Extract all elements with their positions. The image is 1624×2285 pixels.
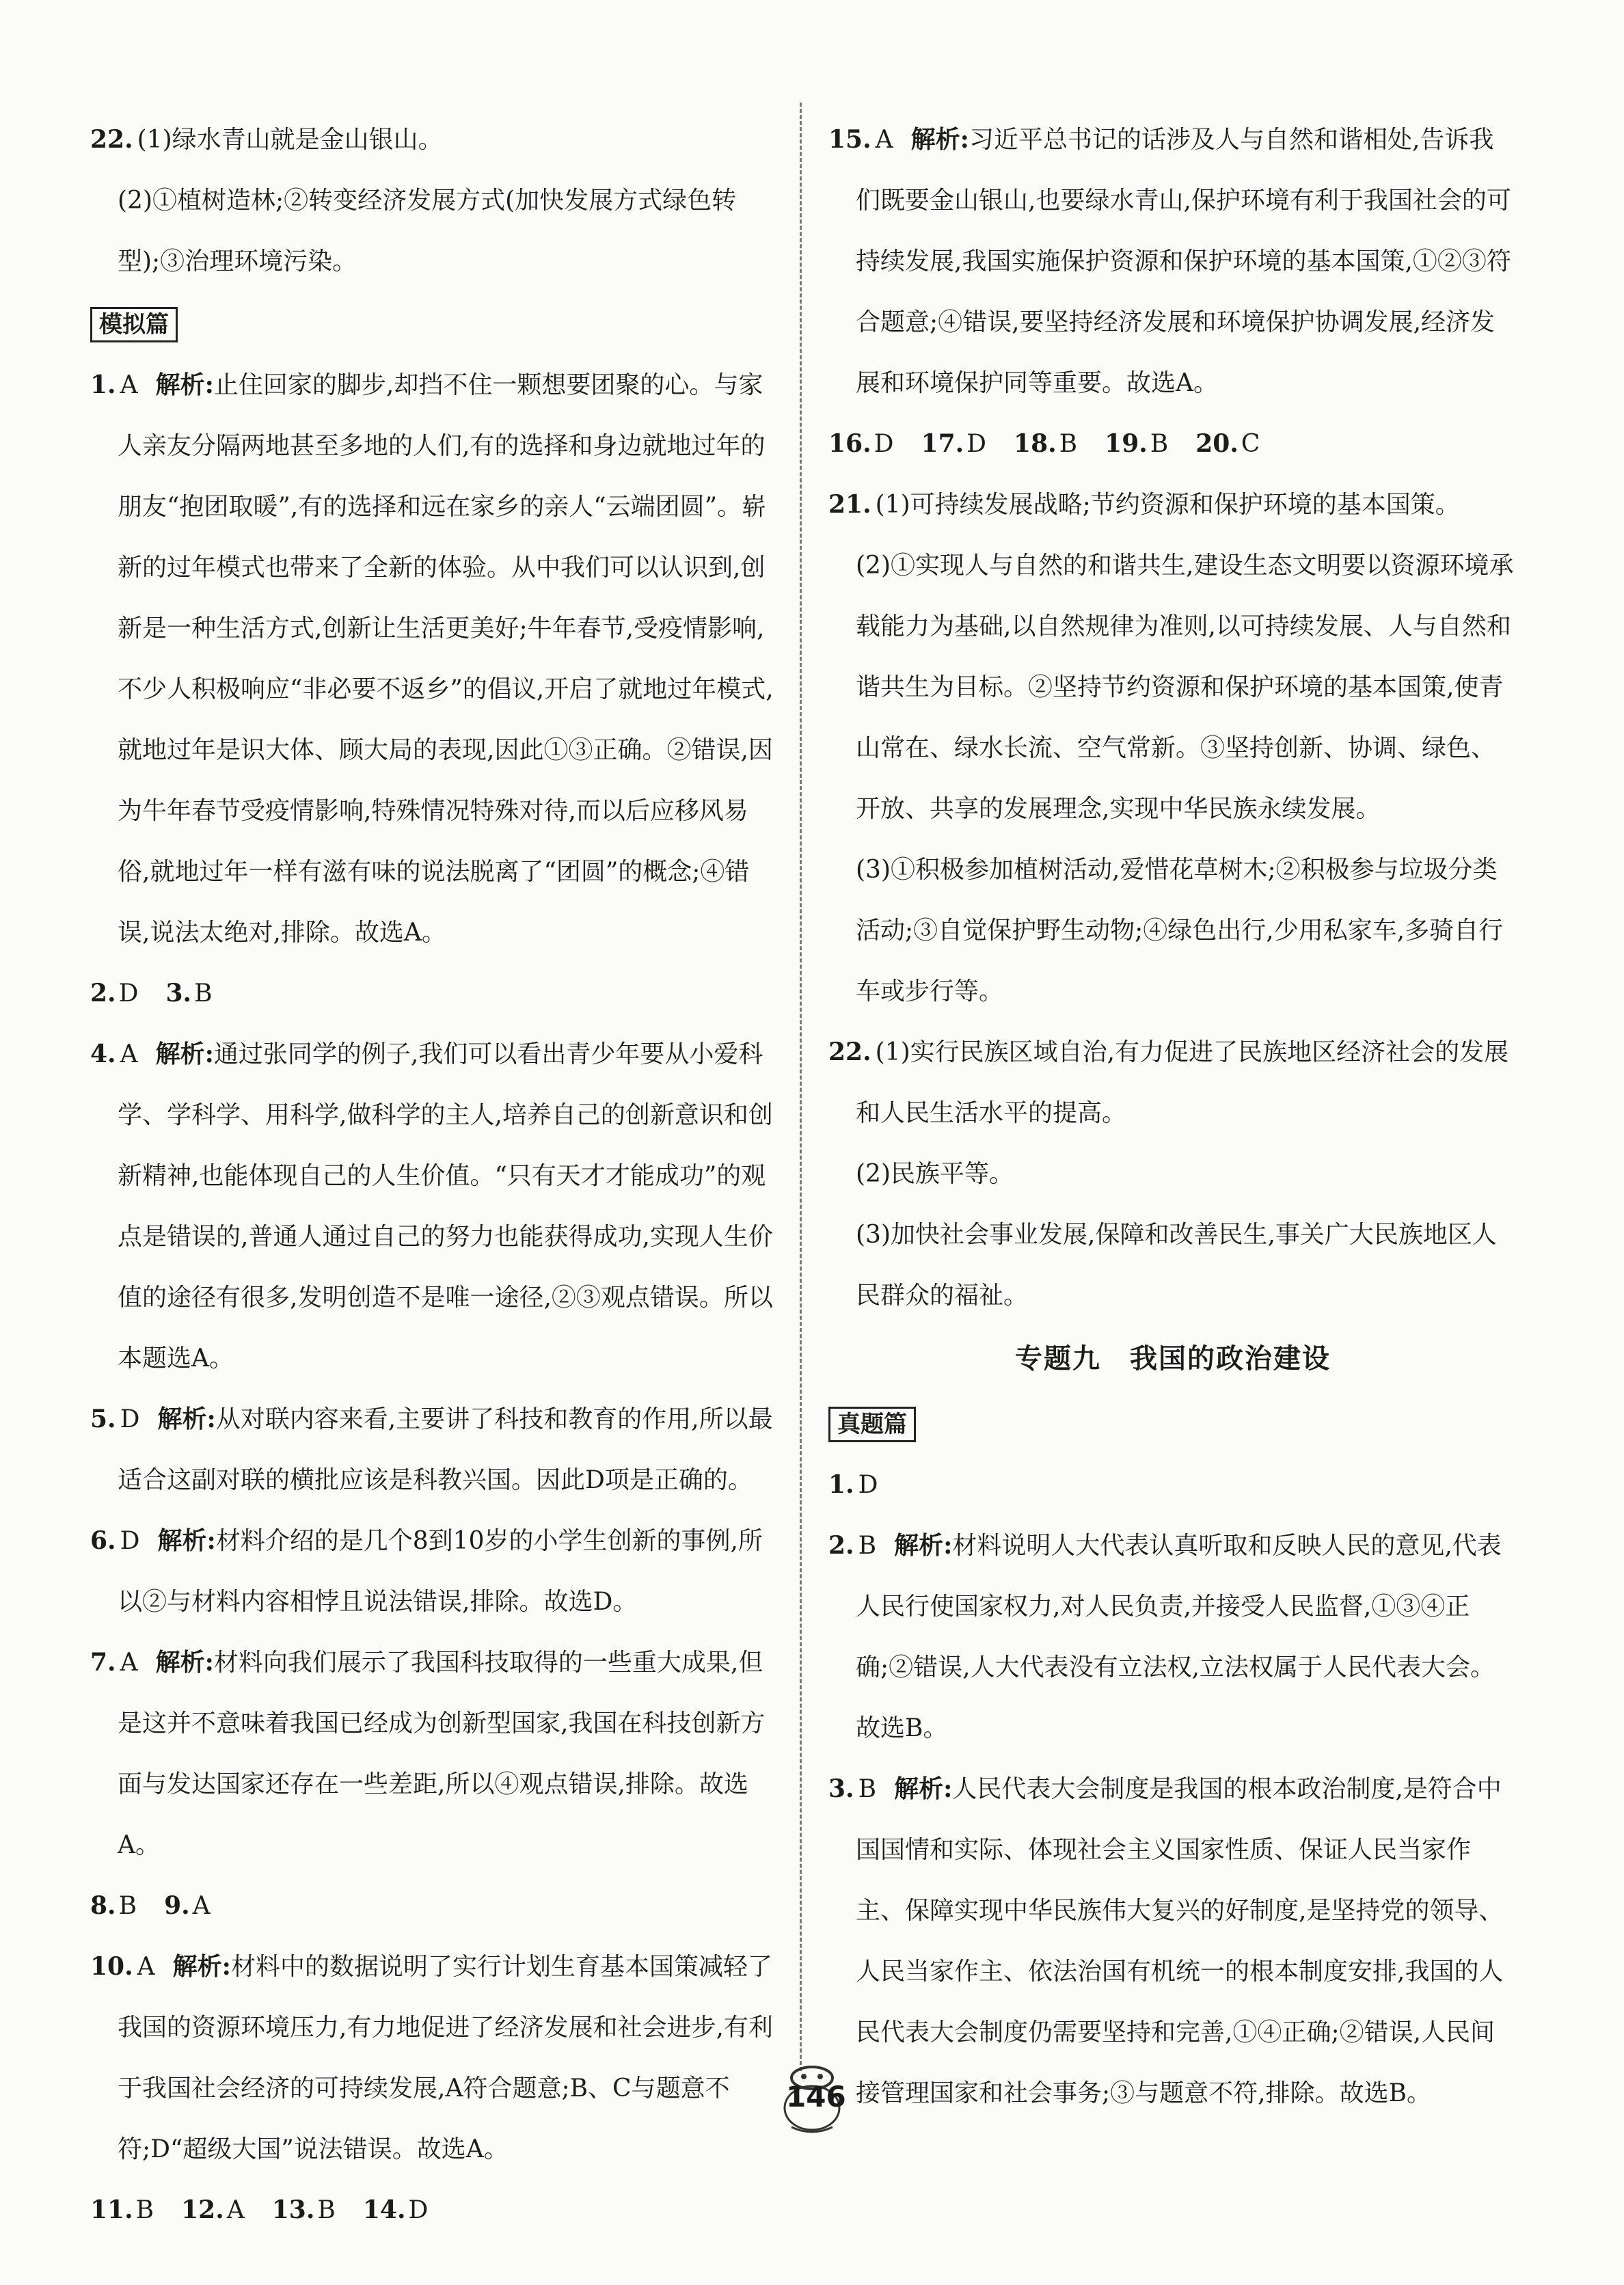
answer-choice: B (858, 1775, 877, 1803)
answer-choice: B (1150, 430, 1169, 458)
answer-choice: A (137, 1953, 155, 1981)
question-number: 3. (828, 1774, 854, 1803)
question-number: 3. (165, 979, 192, 1008)
answer-choice: B (135, 2196, 154, 2224)
answer-choice: A (226, 2196, 245, 2224)
analysis-text: 材料中的数据说明了实行计划生育基本国策减轻了我国的资源环境压力,有力地促进了经济发展和社会进步,有利于我国社会经济的可持续发展,A符合题意;B、C与题意不符;D“超级大国”说法错误。故选A。 (118, 1953, 773, 2163)
answer-part: (1)绿水青山就是金山银山。 (137, 126, 443, 154)
analysis-label: 解析: (910, 125, 969, 154)
question-number: 16. (828, 429, 871, 458)
answer-choice: B (194, 979, 213, 1008)
answer-1 (90, 355, 779, 963)
answer-6 (90, 1511, 779, 1632)
answer-22-left (90, 109, 779, 292)
answer-part: (3)①积极参加植树活动,爱惜花草树木;②积极参与垃圾分类活动;③自觉保护野生动物;④绿色出行,少用私家车,多骑自行车或步行等。 (856, 856, 1504, 1005)
answer-choice: D (966, 430, 987, 458)
answer-4 (90, 1024, 779, 1389)
answer-21 (828, 474, 1517, 1022)
question-number: 1. (828, 1470, 854, 1499)
analysis-text: 止住回家的脚步,却挡不住一颗想要团聚的心。与家人亲友分隔两地甚至多地的人们,有的选择和身边就地过年的朋友“抱团取暖”,有的选择和远在家乡的亲人“云端团圆”。崭新的过年模式也带来了全新的体验。从中我们可以认识到,创新是一种生活方式,创新让生活更美好;牛年春节,受疫情影响,不少人积极响应“非必要不返乡”的倡议,开启了就地过年模式,就地过年是识大体、顾大局的表现,因此①③正确。②错误,因为牛年春节受疫情影响,特殊情况特殊对待,而以后应移风易俗,就地过年一样有滋有味的说法脱离了“团圆”的概念;④错误,说法太绝对,排除。故选A。 (118, 371, 774, 947)
answer-row (828, 1455, 1517, 1515)
question-number: 10. (90, 1952, 133, 1981)
answer-choice: A (192, 1892, 211, 1920)
answer-choice: D (120, 1527, 140, 1555)
analysis-text: 材料向我们展示了我国科技取得的一些重大成果,但是这并不意味着我国已经成为创新型国家,我国在科技创新方面与发达国家还存在一些差距,所以④观点错误,排除。故选A。 (118, 1649, 766, 1859)
answer-choice: D (858, 1471, 878, 1499)
question-number: 5. (90, 1405, 116, 1433)
question-number: 22. (90, 125, 133, 154)
answer-part: (2)①实现人与自然的和谐共生,建设生态文明要以资源环境承载能力为基础,以自然规律为准则,以可持续发展、人与自然和谐共生为目标。②坚持节约资源和保护环境的基本国策,使青山常在、绿水长流、空气常新。③坚持创新、协调、绿色、开放、共享的发展理念,实现中华民族永续发展。 (856, 552, 1514, 823)
analysis-label: 解析: (157, 1526, 216, 1555)
question-number: 14. (362, 2195, 406, 2224)
answer-z3 (828, 1759, 1517, 2124)
answer-part: (2)民族平等。 (856, 1160, 1014, 1188)
question-number: 20. (1195, 429, 1239, 458)
analysis-label: 解析: (894, 1774, 953, 1803)
question-number: 22. (828, 1038, 871, 1066)
question-number: 9. (164, 1891, 190, 1920)
answer-choice: C (1241, 430, 1260, 458)
analysis-label: 解析: (157, 1405, 216, 1433)
answer-row (828, 414, 1517, 474)
answer-part: (1)实行民族区域自治,有力促进了民族地区经济社会的发展和人民生活水平的提高。 (856, 1038, 1509, 1127)
right-column (828, 109, 1517, 2124)
section-tag-moni: 模拟篇 (90, 307, 178, 342)
answer-choice: B (1059, 430, 1078, 458)
analysis-label: 解析: (155, 1040, 214, 1068)
answer-row (90, 1876, 779, 1936)
answer-7 (90, 1632, 779, 1876)
question-number: 7. (90, 1648, 116, 1677)
answer-part: (2)①植树造林;②转变经济发展方式(加快发展方式绿色转型);③治理环境污染。 (118, 187, 737, 275)
question-number: 21. (828, 490, 871, 519)
answer-choice: A (120, 371, 138, 399)
answer-row (90, 963, 779, 1024)
answer-part: (1)可持续发展战略;节约资源和保护环境的基本国策。 (875, 491, 1460, 519)
answer-5 (90, 1389, 779, 1511)
analysis-text: 材料介绍的是几个8到10岁的小学生创新的事例,所以②与材料内容相悖且说法错误,排除。故选D。 (118, 1527, 763, 1616)
answer-22-right (828, 1022, 1517, 1326)
question-number: 13. (271, 2195, 315, 2224)
answer-choice: A (120, 1649, 138, 1677)
analysis-text: 习近平总书记的话涉及人与自然和谐相处,告诉我们既要金山银山,也要绿水青山,保护环境有利于我国社会的可持续发展,我国实施保护资源和保护环境的基本国策,①②③符合题意;④错误,要坚持经济发展和环境保护协调发展,经济发展和环境保护同等重要。故选A。 (856, 126, 1511, 397)
analysis-text: 材料说明人大代表认真听取和反映人民的意见,代表人民行使国家权力,对人民负责,并接受人民监督,①③④正确;②错误,人大代表没有立法权,立法权属于人民代表大会。故选B。 (856, 1532, 1502, 1742)
answer-choice: A (120, 1040, 138, 1068)
question-number: 12. (181, 2195, 224, 2224)
answer-choice: D (874, 430, 894, 458)
answer-choice: A (875, 126, 893, 154)
question-number: 8. (90, 1891, 116, 1920)
analysis-label: 解析: (894, 1531, 953, 1560)
question-number: 11. (90, 2195, 133, 2224)
answer-choice: B (858, 1532, 877, 1560)
answer-choice: B (118, 1892, 137, 1920)
answer-choice: D (408, 2196, 429, 2224)
analysis-label: 解析: (155, 1648, 214, 1677)
topic-title: 专题九 我国的政治建设 (1015, 1343, 1331, 1375)
answer-10 (90, 1936, 779, 2180)
answer-z2 (828, 1515, 1517, 1759)
question-number: 4. (90, 1040, 116, 1068)
answer-part: (3)加快社会事业发展,保障和改善民生,事关广大民族地区人民群众的福祉。 (856, 1221, 1497, 1310)
question-number: 1. (90, 370, 116, 399)
question-number: 18. (1014, 429, 1057, 458)
question-number: 15. (828, 125, 871, 154)
left-column (90, 109, 779, 2241)
analysis-text: 从对联内容来看,主要讲了科技和教育的作用,所以最适合这副对联的横批应该是科教兴国。因此D项是正确的。 (118, 1405, 773, 1494)
column-divider (800, 103, 802, 2071)
section-tag-zhenti: 真题篇 (828, 1407, 916, 1442)
analysis-label: 解析: (155, 370, 214, 399)
page-number: 146 (786, 2080, 846, 2113)
answer-choice: D (120, 1405, 140, 1433)
question-number: 17. (921, 429, 964, 458)
answer-choice: B (317, 2196, 336, 2224)
analysis-label: 解析: (172, 1952, 231, 1981)
analysis-text: 人民代表大会制度是我国的根本政治制度,是符合中国国情和实际、体现社会主义国家性质、保证人民当家作主、保障实现中华民族伟大复兴的好制度,是坚持党的领导、人民当家作主、依法治国有机统一的根本制度安排,我国的人民代表大会制度仍需要坚持和完善,①④正确;②错误,人民间接管理国家和社会事务;③与题意不符,排除。故选B。 (856, 1775, 1504, 2107)
answer-row (90, 2180, 779, 2241)
analysis-text: 通过张同学的例子,我们可以看出青少年要从小爱科学、学科学、用科学,做科学的主人,培养自己的创新意识和创新精神,也能体现自己的人生价值。“只有天才才能成功”的观点是错误的,普通人通过自己的努力也能获得成功,实现人生价值的途径有很多,发明创造不是唯一途径,②③观点错误。所以本题选A。 (118, 1040, 773, 1373)
question-number: 6. (90, 1526, 116, 1555)
answer-15 (828, 109, 1517, 414)
question-number: 2. (90, 979, 116, 1008)
question-number: 2. (828, 1531, 854, 1560)
answer-choice: D (118, 979, 139, 1008)
question-number: 19. (1105, 429, 1148, 458)
